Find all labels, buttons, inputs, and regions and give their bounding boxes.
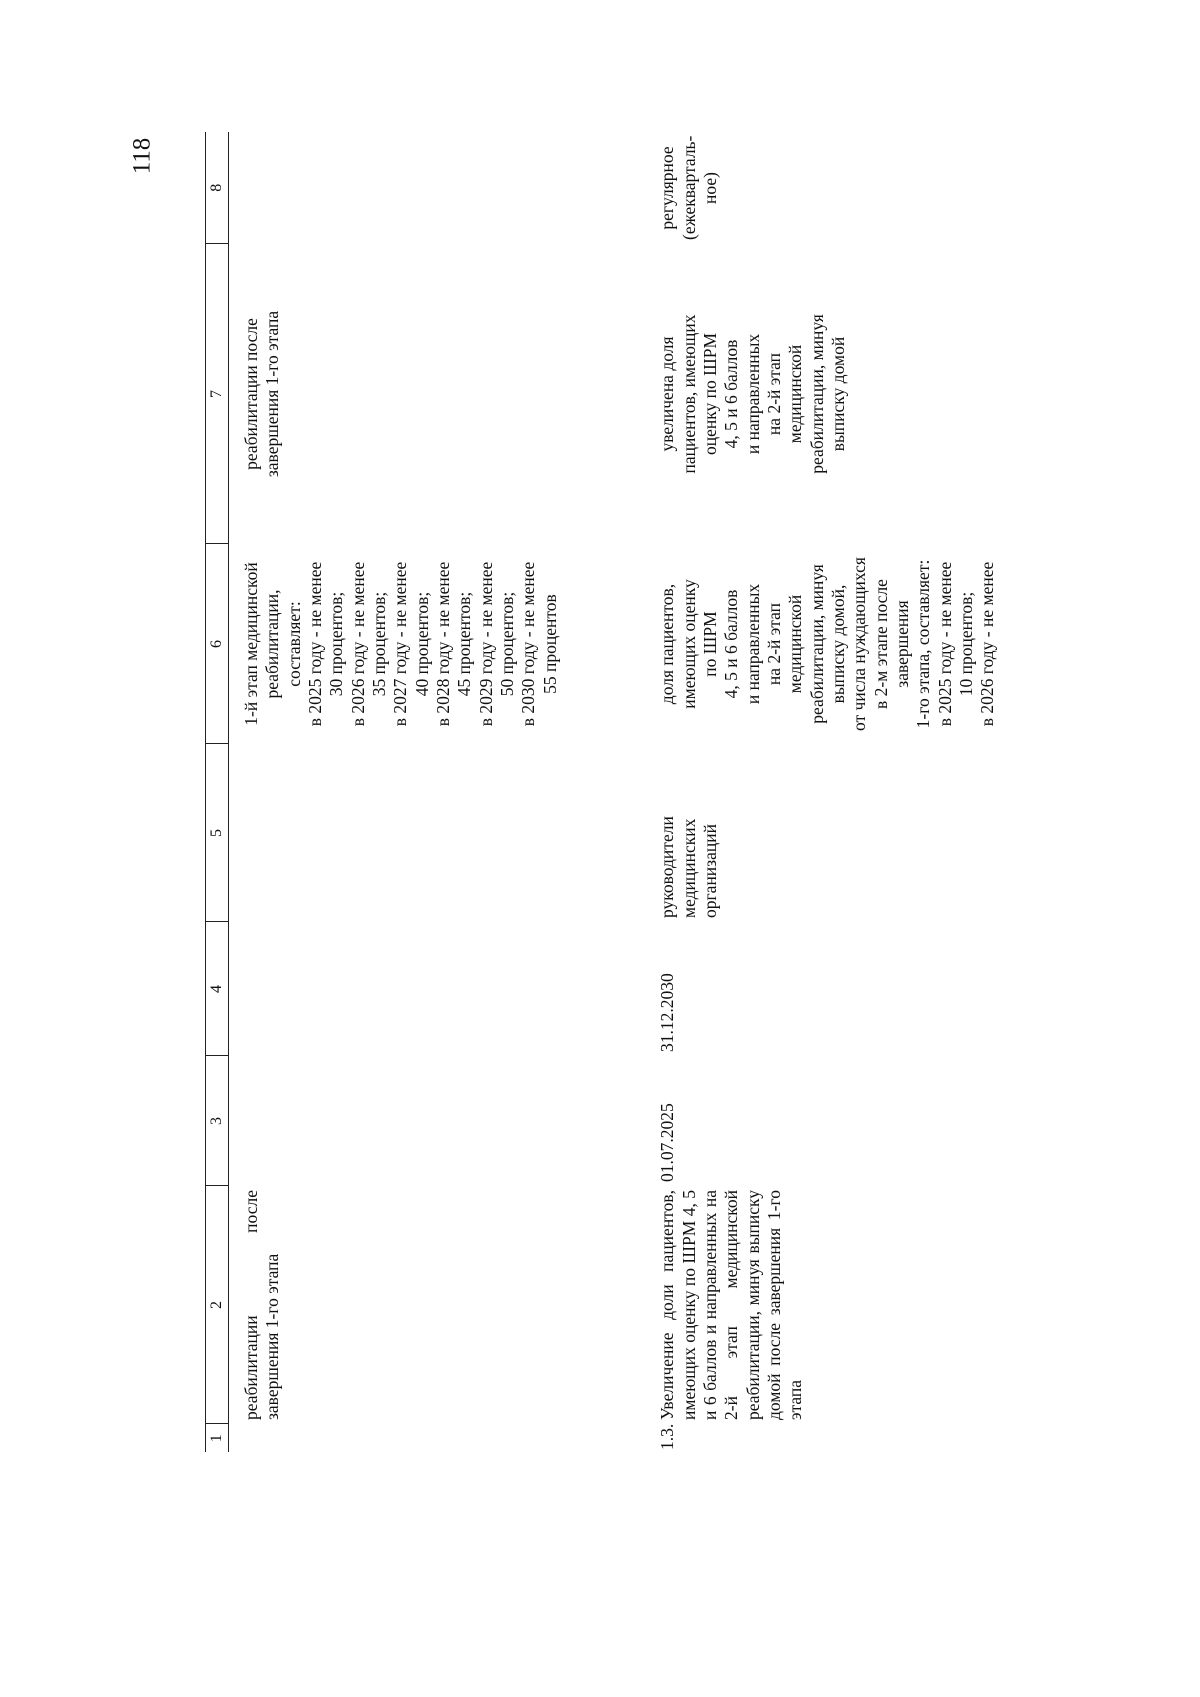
cell-text-line: составляет: — [283, 601, 304, 687]
result-cell — [229, 244, 568, 544]
cell-text-line: 4, 5 и 6 баллов — [721, 589, 742, 699]
column-number-header: 4 — [206, 922, 229, 1056]
cell-text-line: в 2026 году - не менее — [347, 561, 368, 727]
cell-text-line: выписку домой, — [827, 584, 848, 704]
cell-text-line: в 2025 году - не менее — [305, 561, 326, 727]
measure-name-cell: реабилитации после завершения 1-го этапа — [241, 1190, 283, 1420]
cell-text-line: от числа нуждающихся — [849, 557, 870, 731]
cell-text-line: реабилитации, минуя — [806, 564, 827, 724]
cell-text-line: по ШРМ — [699, 611, 720, 677]
result-cell — [567, 244, 1005, 544]
cell-text-line: организаций — [699, 824, 720, 918]
cell-text-line: в 2028 году - не менее — [433, 561, 454, 727]
cell-text-line: и направленных — [742, 333, 763, 455]
cell-text-line: в 2025 году - не менее — [934, 561, 955, 727]
cell-text-line: медицинских — [678, 818, 699, 918]
cell-text-line: 10 процентов; — [955, 591, 976, 697]
cell-text-line: завершения 1-го этапа — [262, 310, 283, 478]
cell-text-line: на 2-й этап — [763, 602, 784, 686]
cell-text-line: увеличена доля — [657, 336, 678, 452]
column-number-header: 2 — [206, 1186, 229, 1424]
column-number-header: 1 — [206, 1424, 229, 1452]
column-number-header: 3 — [206, 1056, 229, 1186]
cell-text-line: в 2-м этапе после — [870, 579, 891, 709]
cell-text-line: выписку домой — [827, 336, 848, 452]
row-number-cell: 1.3. — [657, 1423, 678, 1450]
cell-text-line: в 2027 году - не менее — [390, 561, 411, 727]
indicator-cell — [567, 544, 1005, 744]
column-number-header: 8 — [206, 132, 229, 244]
cell-text-line: (ежекварталь- — [678, 135, 699, 240]
cell-text-line: медицинской — [785, 594, 806, 694]
start-date-cell: 01.07.2025 — [657, 1103, 678, 1182]
responsible-cell — [229, 744, 568, 922]
cell-text-line: медицинской — [785, 344, 806, 444]
cell-text-line: 50 процентов; — [497, 591, 518, 697]
column-number-header: 5 — [206, 744, 229, 922]
cell-text-line: реабилитации, минуя — [806, 314, 827, 474]
page-number: 118 — [128, 137, 156, 175]
column-number-header: 6 — [206, 544, 229, 744]
start-date-cell — [229, 1056, 568, 1186]
cell-text-line: в 2026 году - не менее — [977, 561, 998, 727]
indicator-cell — [229, 544, 568, 744]
cell-text-line: доля пациентов, — [657, 583, 678, 705]
table-row-continued — [229, 132, 568, 1452]
cell-text-line: и направленных — [742, 583, 763, 705]
cell-text-line: в 2029 году - не менее — [475, 561, 496, 727]
measures-table — [205, 132, 1005, 1452]
table-row-1-3 — [567, 132, 1005, 1452]
cell-text-line: 45 процентов; — [454, 591, 475, 697]
measure-name-cell: Увеличение доли пациентов, имеющих оценку по ШРМ 4, 5 и 6 баллов и направленных на 2-й этап медицинской реабилитации, минуя выписку домой после завершения 1-го этапа — [657, 1190, 806, 1420]
cell-text-line: руководители — [657, 816, 678, 918]
cell-text-line: 1-й этап медицинской — [241, 562, 261, 726]
cell-text-line: оценку по ШРМ — [699, 332, 720, 456]
cell-text-line: 40 процентов; — [411, 591, 432, 697]
cell-text-line: регулярное — [657, 146, 678, 230]
cell-text-line: ное) — [699, 172, 720, 204]
cell-text-line: на 2-й этап — [763, 352, 784, 436]
column-number-header: 7 — [206, 244, 229, 544]
cell-text-line: завершения — [891, 600, 912, 688]
column-number-header-row — [206, 132, 229, 1452]
landscape-page-content — [205, 132, 1005, 1452]
cell-text-line: 55 процентов — [539, 594, 560, 694]
cell-text-line: 35 процентов; — [369, 591, 390, 697]
cell-text-line: 4, 5 и 6 баллов — [721, 339, 742, 449]
cell-text-line: 30 процентов; — [326, 591, 347, 697]
periodicity-cell — [567, 132, 1005, 244]
cell-text-line: реабилитации, — [262, 589, 283, 699]
cell-text-line: 1-го этапа, составляет: — [913, 559, 934, 729]
row-number-cell — [229, 1424, 568, 1452]
end-date-cell: 31.12.2030 — [657, 973, 678, 1052]
cell-text-line: пациентов, имеющих — [678, 314, 699, 474]
end-date-cell — [229, 922, 568, 1056]
cell-text-line: в 2030 году - не менее — [518, 561, 539, 727]
cell-text-line: имеющих оценку — [678, 579, 699, 709]
cell-text-line: реабилитации после — [241, 318, 261, 470]
periodicity-cell — [229, 132, 568, 244]
responsible-cell — [567, 744, 1005, 922]
